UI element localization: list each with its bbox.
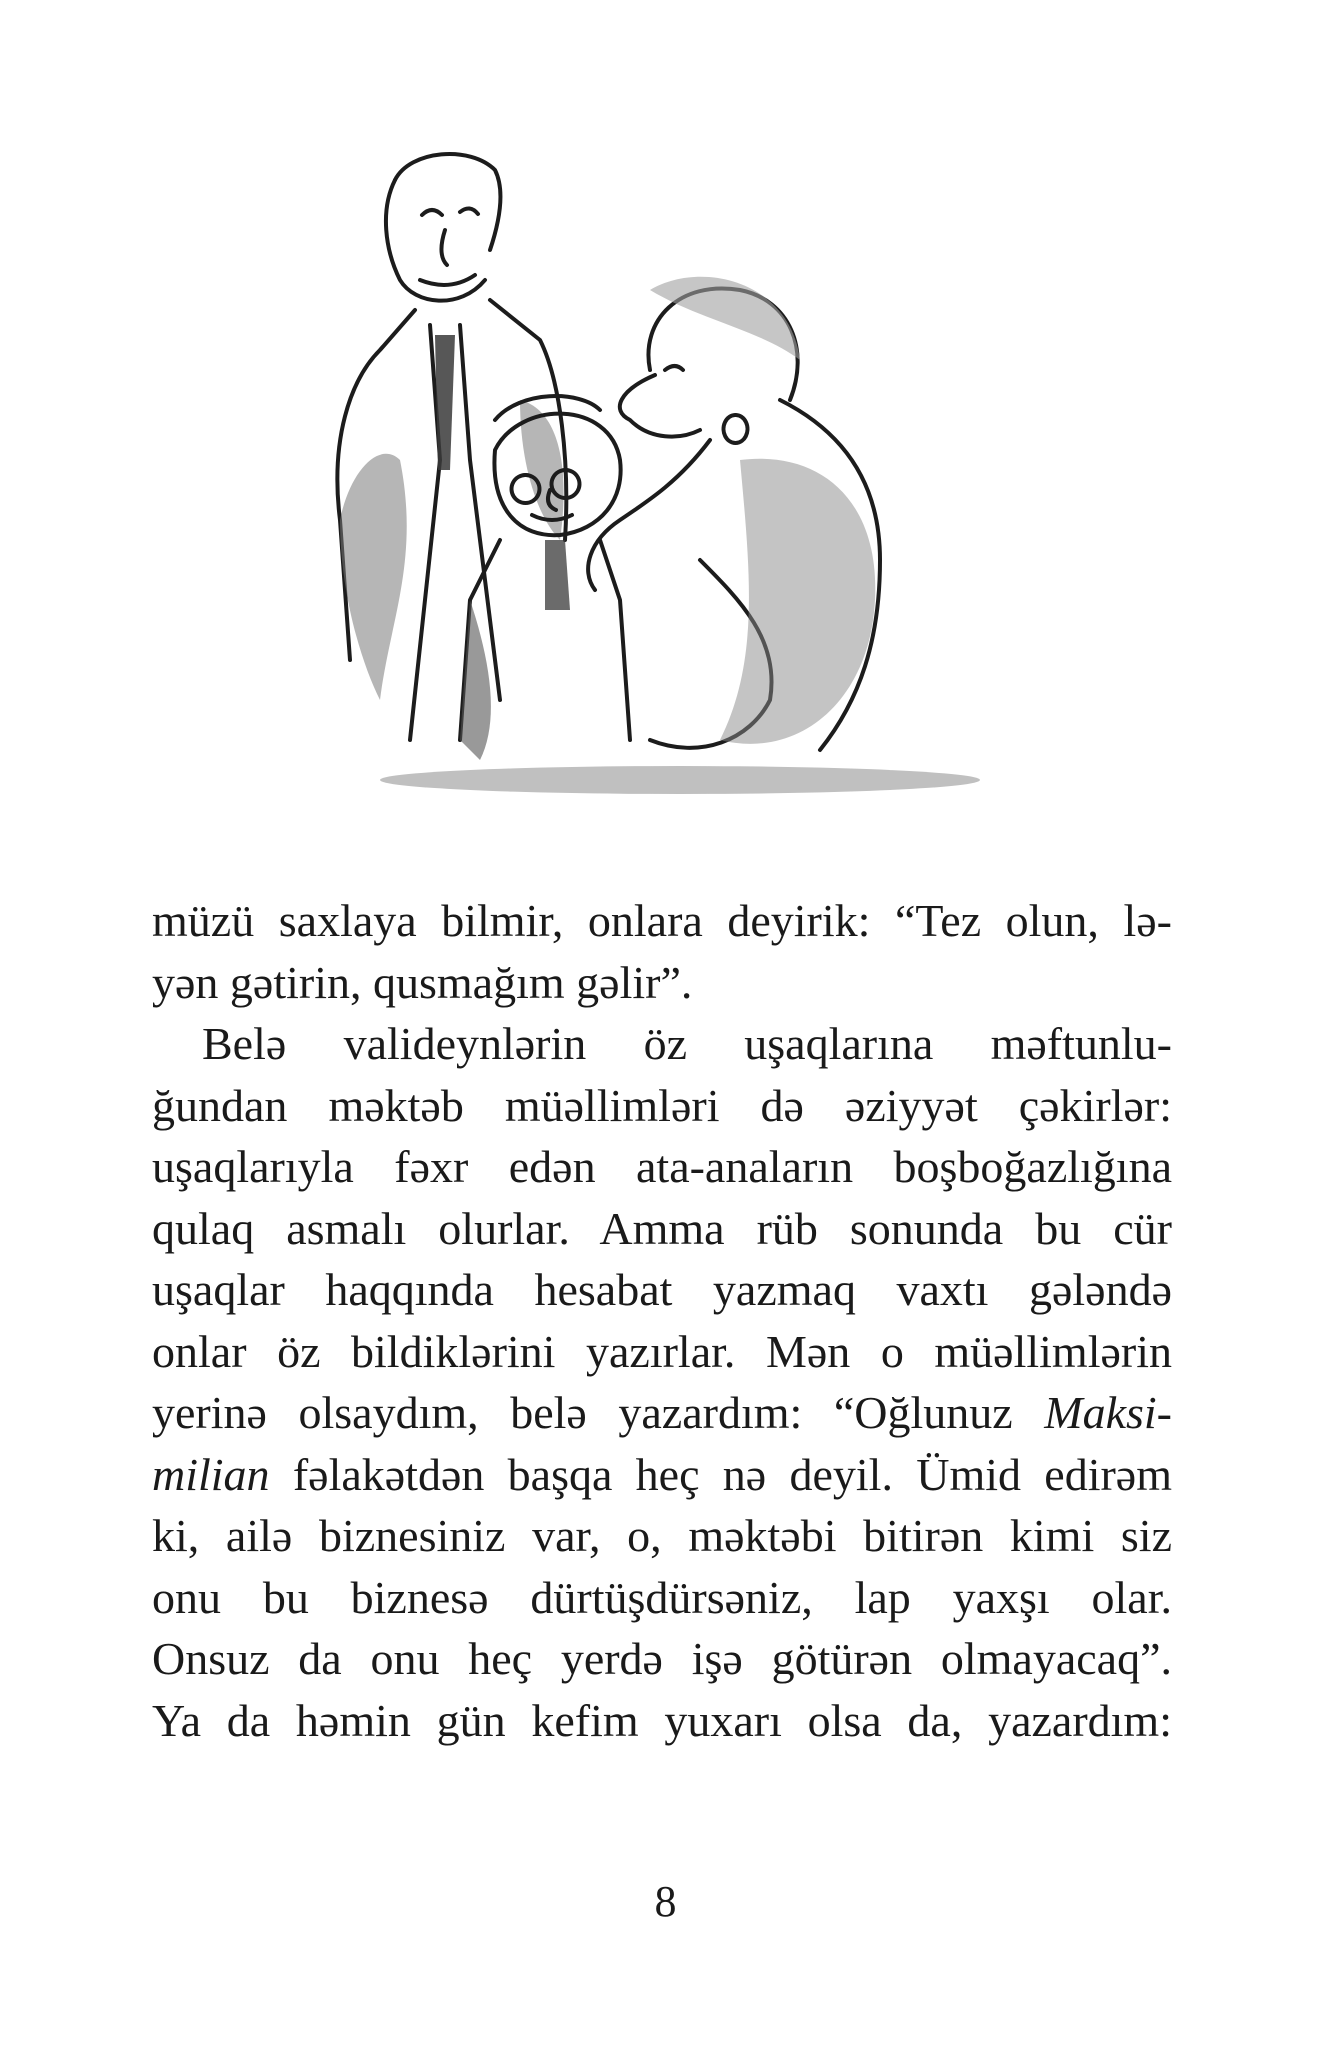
text-line: Onsuz da onu heç yerdə işə götürən olmayacaq”. (152, 1633, 1172, 1684)
father-figure (337, 154, 566, 740)
text-line: Ya da həmin gün kefim yuxarı olsa da, yazardım: (152, 1694, 1172, 1746)
text-line (152, 1444, 1172, 1506)
text-line: yən gətirin, qusmağım gəlir”. (152, 956, 693, 1008)
text-line: Belə valideynlərin öz uşaqlarına məftunlu- (202, 1018, 1172, 1069)
mother-figure (588, 277, 880, 750)
family-illustration (320, 140, 1040, 820)
text-line: ğundan məktəb müəllimləri də əziyyət çəkirlər: (152, 1079, 1172, 1131)
body-text (152, 890, 1172, 1751)
text-segment: fəlakətdən başqa heç nə deyil. Ümid edirəm (269, 1448, 1172, 1500)
text-line: qulaq asmalı olurlar. Amma rüb sonunda bu cür (152, 1202, 1172, 1254)
text-line: uşaqlarıyla fəxr edən ata-anaların boşboğazlığına (152, 1141, 1172, 1192)
text-line: onlar öz bildiklərini yazırlar. Mən o müəllimlərin (152, 1325, 1172, 1377)
page-number: 8 (654, 1877, 677, 1926)
text-line (152, 1382, 1172, 1444)
text-line: müzü saxlaya bilmir, onlara deyirik: “Tez olun, lə- (152, 895, 1172, 946)
italic-name: milian (152, 1448, 270, 1500)
text-segment: yerinə olsaydım, belə yazardım: “Oğlunuz (152, 1387, 1045, 1438)
text-line: ki, ailə biznesiniz var, o, məktəbi bitirən kimi siz (152, 1510, 1172, 1561)
text-line: uşaqlar haqqında hesabat yazmaq vaxtı gələndə (152, 1264, 1172, 1315)
italic-name: Maksi- (1044, 1387, 1172, 1438)
text-line: onu bu biznesə dürtüşdürsəniz, lap yaxşı olar. (152, 1571, 1172, 1623)
